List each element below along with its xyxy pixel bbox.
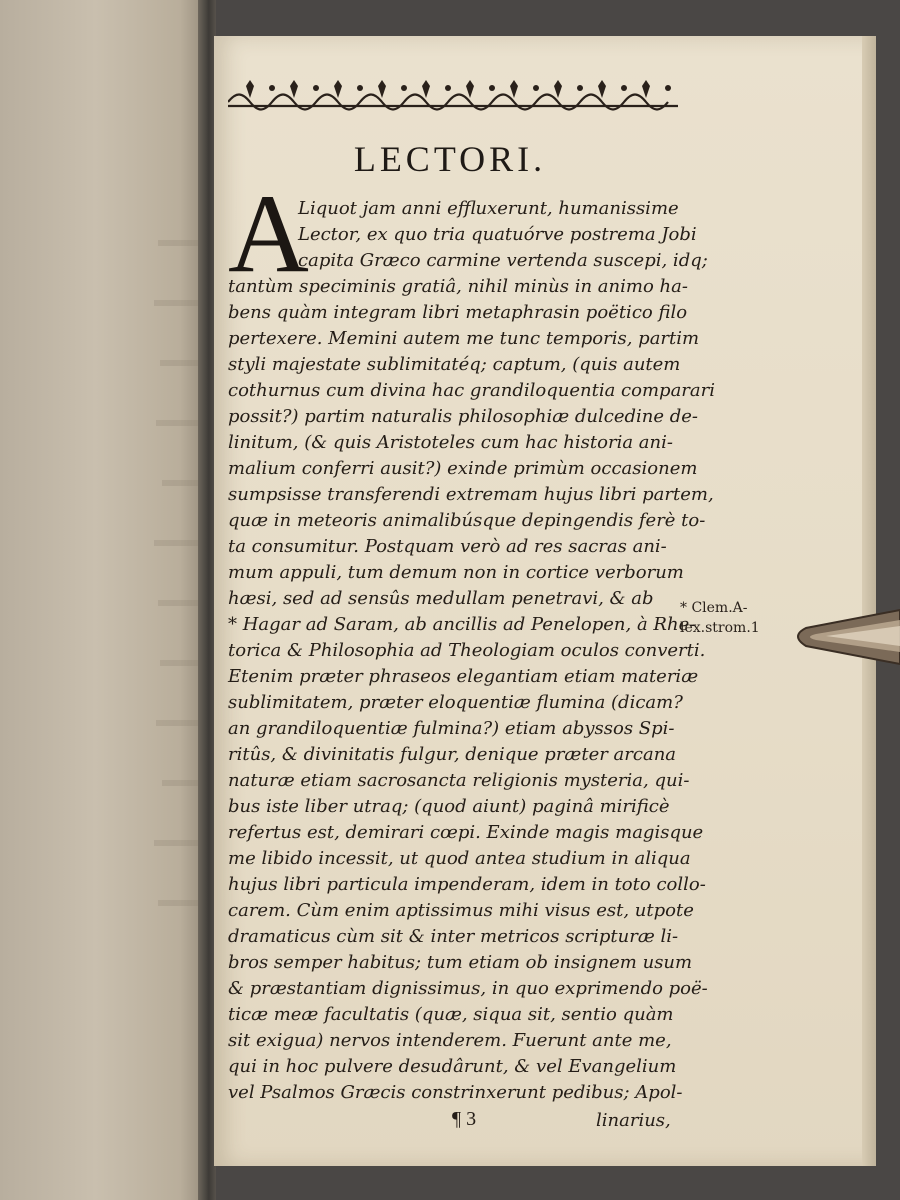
text-line: cothurnus cum divina hac grandiloquentia comparari	[228, 380, 715, 401]
metal-pointer-tip	[786, 606, 900, 668]
page-heading: LECTORI.	[353, 139, 547, 179]
text-line: bros semper habitus; tum etiam ob insignem usum	[228, 952, 693, 973]
text-line: bens quàm integram libri metaphrasin poëtico filo	[228, 302, 688, 323]
margin-note-line: lex.strom.1	[680, 620, 760, 636]
text-line: quæ in meteoris animalibúsque depingendis ferè to-	[228, 510, 706, 531]
text-line: hujus libri particula impenderam, idem in toto collo-	[228, 874, 706, 895]
text-line: refertus est, demirari cœpi. Exinde magis magisque	[228, 822, 704, 843]
margin-note-line: * Clem.A-	[680, 600, 748, 616]
text-line: ta consumitur. Postquam verò ad res sacras ani-	[228, 536, 667, 557]
text-line: dramaticus cùm sit & inter metricos scripturæ li-	[228, 926, 679, 947]
text-line: torica & Philosophia ad Theologiam oculos converti.	[228, 640, 706, 661]
text-line: ticæ meæ facultatis (quæ, siqua sit, sentio quàm	[228, 1004, 674, 1025]
text-line: hæsi, sed ad sensûs medullam penetravi, & ab	[228, 588, 654, 609]
text-line: malium conferri ausit?) exinde primùm occasionem	[228, 458, 698, 479]
text-line: capita Græco carmine vertenda suscepi, idq;	[298, 250, 708, 271]
text-line: vel Psalmos Græcis constrinxerunt pedibus; Apol-	[228, 1082, 683, 1103]
text-line: Liquot jam anni effluxerunt, humanissime	[298, 198, 679, 219]
text-line: me libido incessit, ut quod antea studium in aliqua	[228, 848, 691, 869]
catchword: linarius,	[596, 1110, 671, 1131]
text-line: sit exigua) nervos intenderem. Fuerunt ante me,	[228, 1030, 672, 1051]
text-line: an grandiloquentiæ fulmina?) etiam abyssos Spi-	[228, 718, 675, 739]
text-line: bus iste liber utraq; (quod aiunt) paginâ mirificè	[228, 796, 670, 817]
fleuron-ornament-band	[228, 78, 678, 112]
text-line: & præstantiam dignissimus, in quo exprimendo poë-	[228, 978, 708, 999]
text-line: naturæ etiam sacrosancta religionis mysteria, qui-	[228, 770, 690, 791]
text-line: possit?) partim naturalis philosophiæ dulcedine de-	[228, 406, 698, 427]
page-edge	[862, 36, 876, 1166]
text-line: linitum, (& quis Aristoteles cum hac historia ani-	[228, 432, 673, 453]
text-line: pertexere. Memini autem me tunc temporis, partim	[228, 328, 700, 349]
text-line: sumpsisse transferendi extremam hujus libri partem,	[228, 484, 714, 505]
facing-page-left	[0, 0, 212, 1200]
text-line: Etenim præter phraseos elegantiam etiam materiæ	[228, 666, 699, 687]
text-line: sublimitatem, præter eloquentiæ flumina (dicam?	[228, 692, 683, 713]
text-line: * Hagar ad Saram, ab ancillis ad Penelopen, à Rhe-	[228, 614, 696, 635]
text-line: tantùm speciminis gratiâ, nihil minùs in animo ha-	[228, 276, 688, 297]
text-line: styli majestate sublimitatéq; captum, (quis autem	[228, 354, 681, 375]
text-line: Lector, ex quo tria quatuórve postrema Jobi	[298, 224, 697, 245]
text-line: qui in hoc pulvere desudârunt, & vel Evangelium	[228, 1056, 677, 1077]
drop-cap-initial: A	[228, 172, 309, 296]
text-line: mum appuli, tum demum non in cortice verborum	[228, 562, 684, 583]
signature-mark: ¶ 3	[452, 1108, 477, 1130]
text-line: carem. Cùm enim aptissimus mihi visus est, utpote	[228, 900, 694, 921]
text-line: ritûs, & divinitatis fulgur, denique præter arcana	[228, 744, 677, 765]
